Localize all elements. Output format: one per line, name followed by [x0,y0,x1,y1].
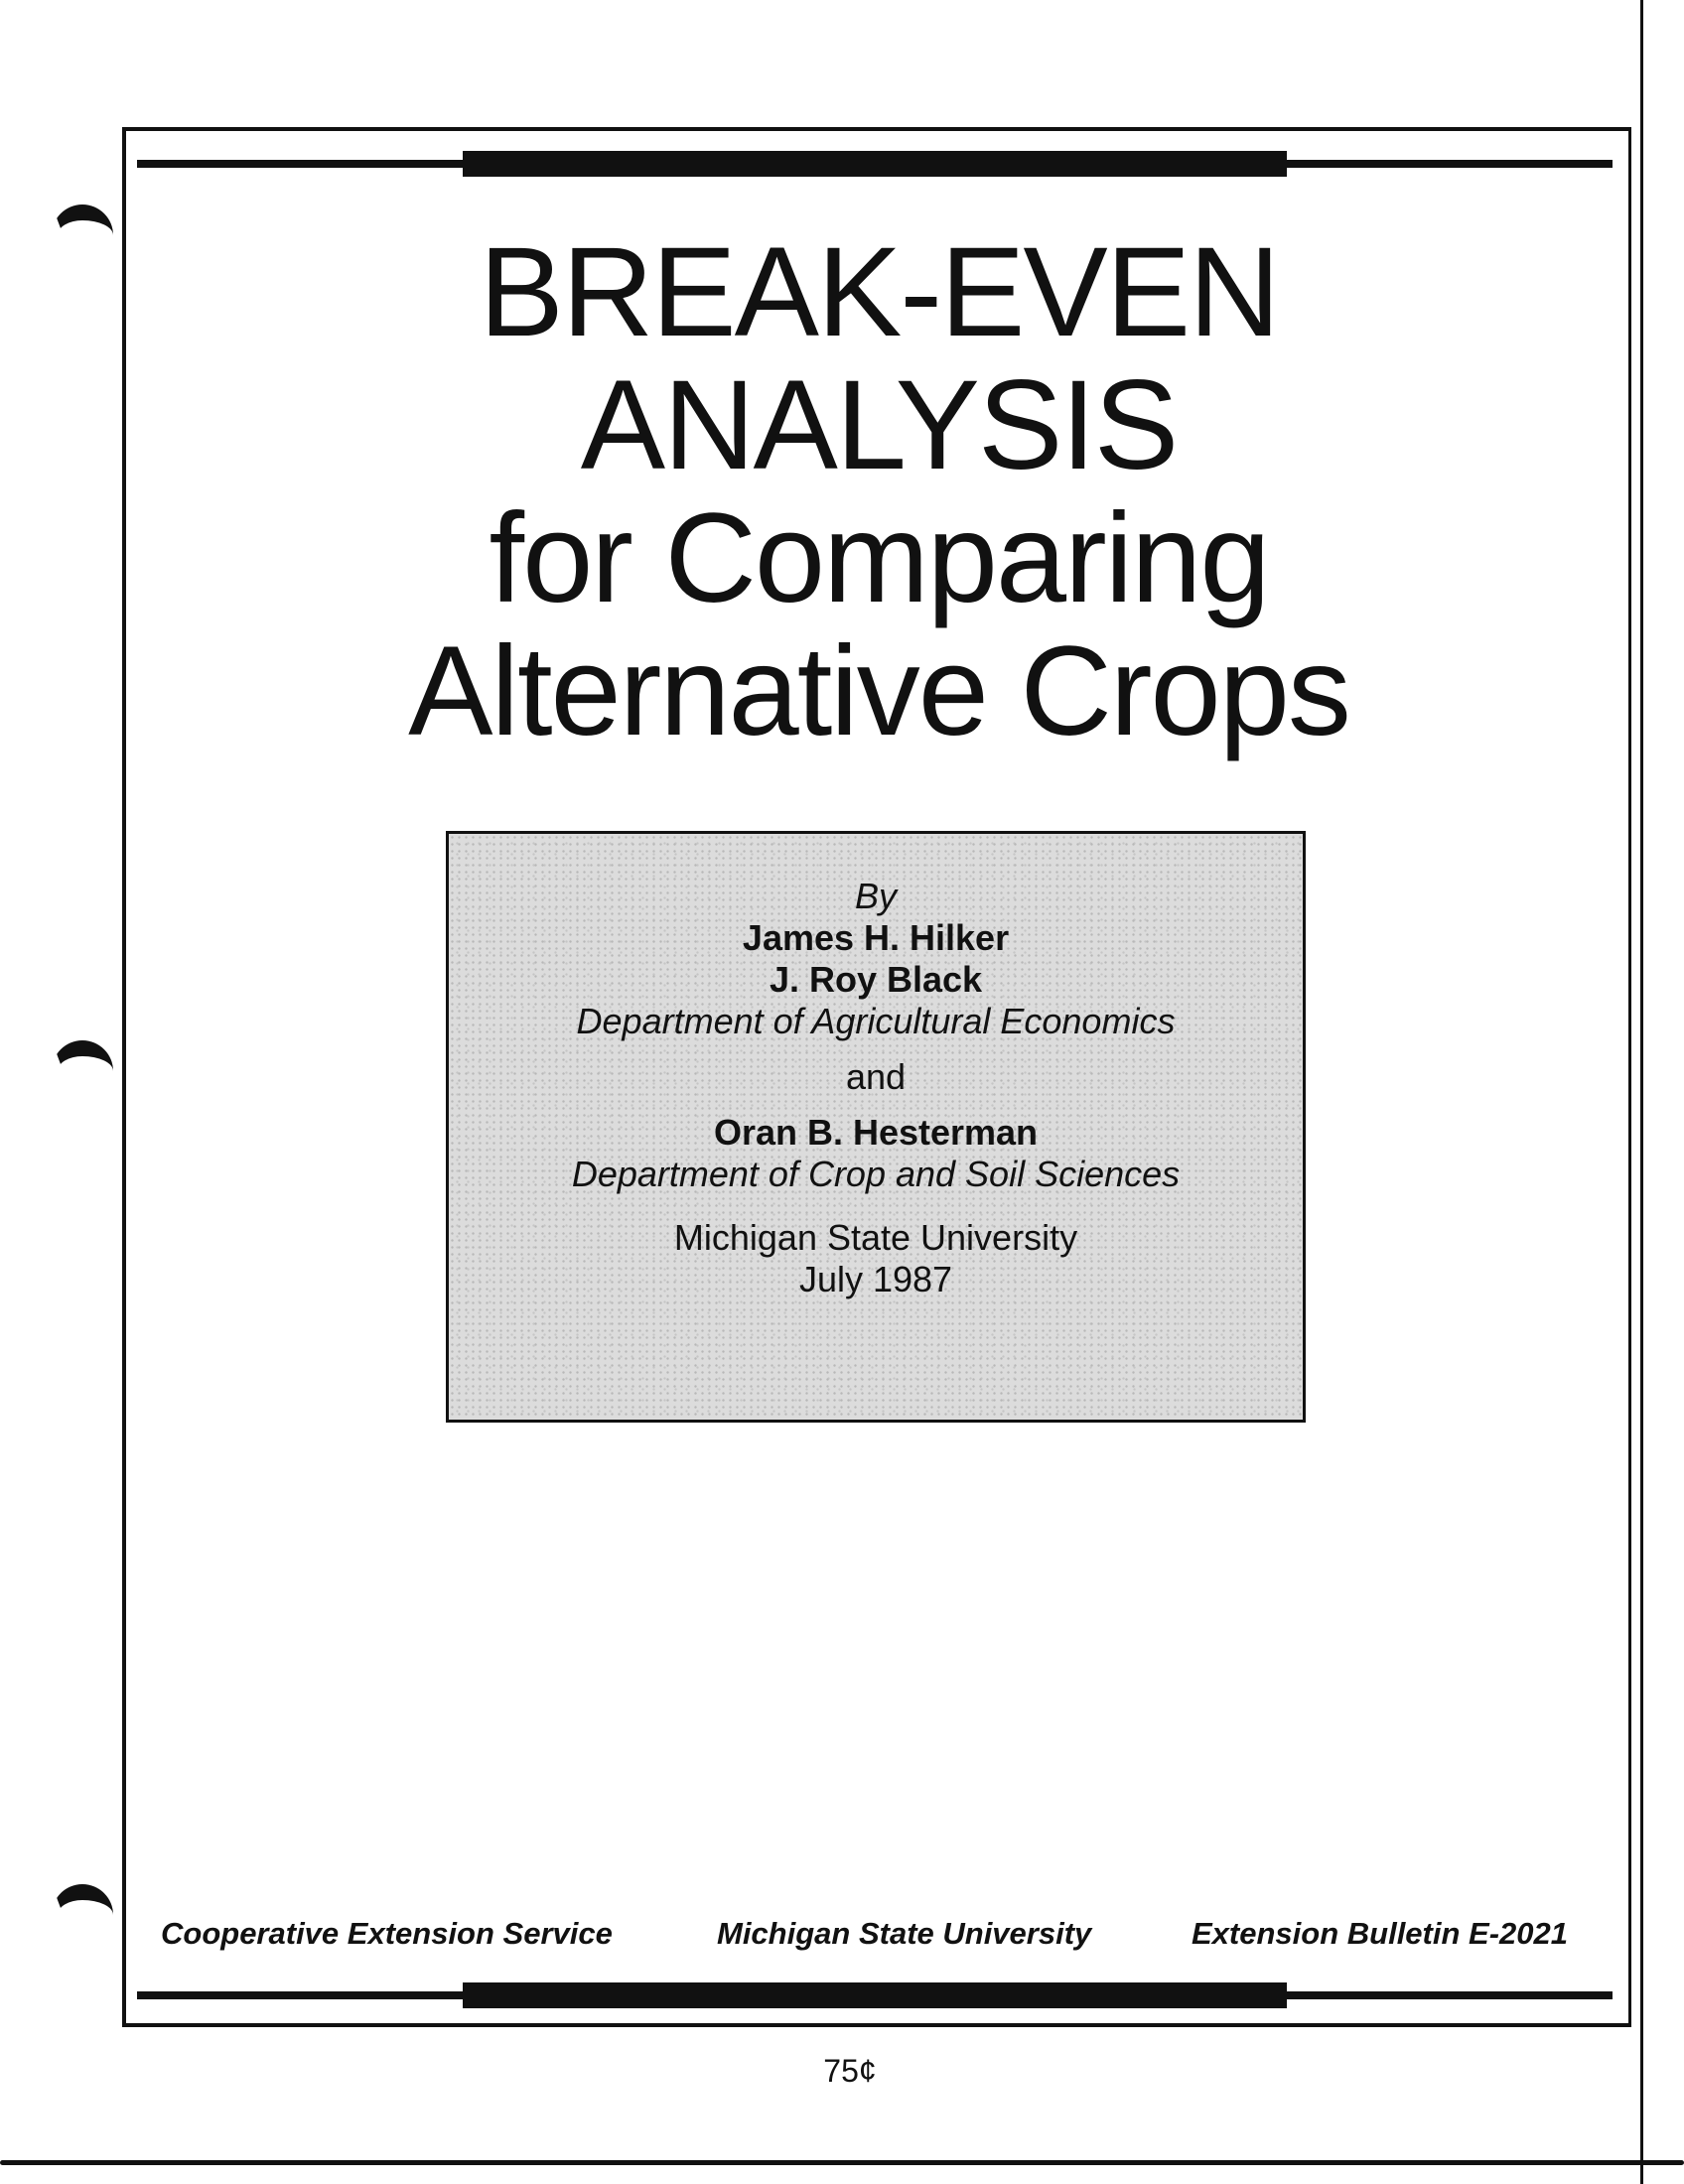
title-line-2: ANALYSIS [580,354,1178,496]
department: Department of Crop and Soil Sciences [571,1154,1181,1194]
author-name: James H. Hilker [742,917,1010,958]
by-label: By [854,876,897,916]
title-line-3: for Comparing [489,487,1269,629]
binder-hole-mark [52,1040,113,1102]
footer-university: Michigan State University [717,1916,1092,1951]
title-line-4: Alternative Crops [408,620,1349,762]
author-name: Oran B. Hesterman [713,1112,1039,1153]
author-box [446,831,1306,1423]
and-label: and [845,1056,907,1097]
author-name: J. Roy Black [769,959,983,1000]
title-line-1: BREAK-EVEN [479,221,1279,363]
department: Department of Agricultural Economics [576,1001,1176,1041]
footer-bulletin-number: Extension Bulletin E-2021 [1192,1916,1568,1951]
footer-publisher: Cooperative Extension Service [161,1916,613,1951]
top-rule-thick [463,151,1287,177]
bottom-rule [137,1991,1613,1999]
price: 75¢ [823,2053,877,2089]
page-edge [0,2160,1684,2165]
publication-date: July 1987 [798,1259,953,1299]
binder-hole-mark [52,205,113,266]
binder-hole-mark [52,1884,113,1946]
page-edge [1640,0,1643,2184]
top-rule [137,160,1613,168]
bottom-rule-thick [463,1982,1287,2008]
document-title [298,221,1460,762]
institution: Michigan State University [673,1217,1078,1258]
